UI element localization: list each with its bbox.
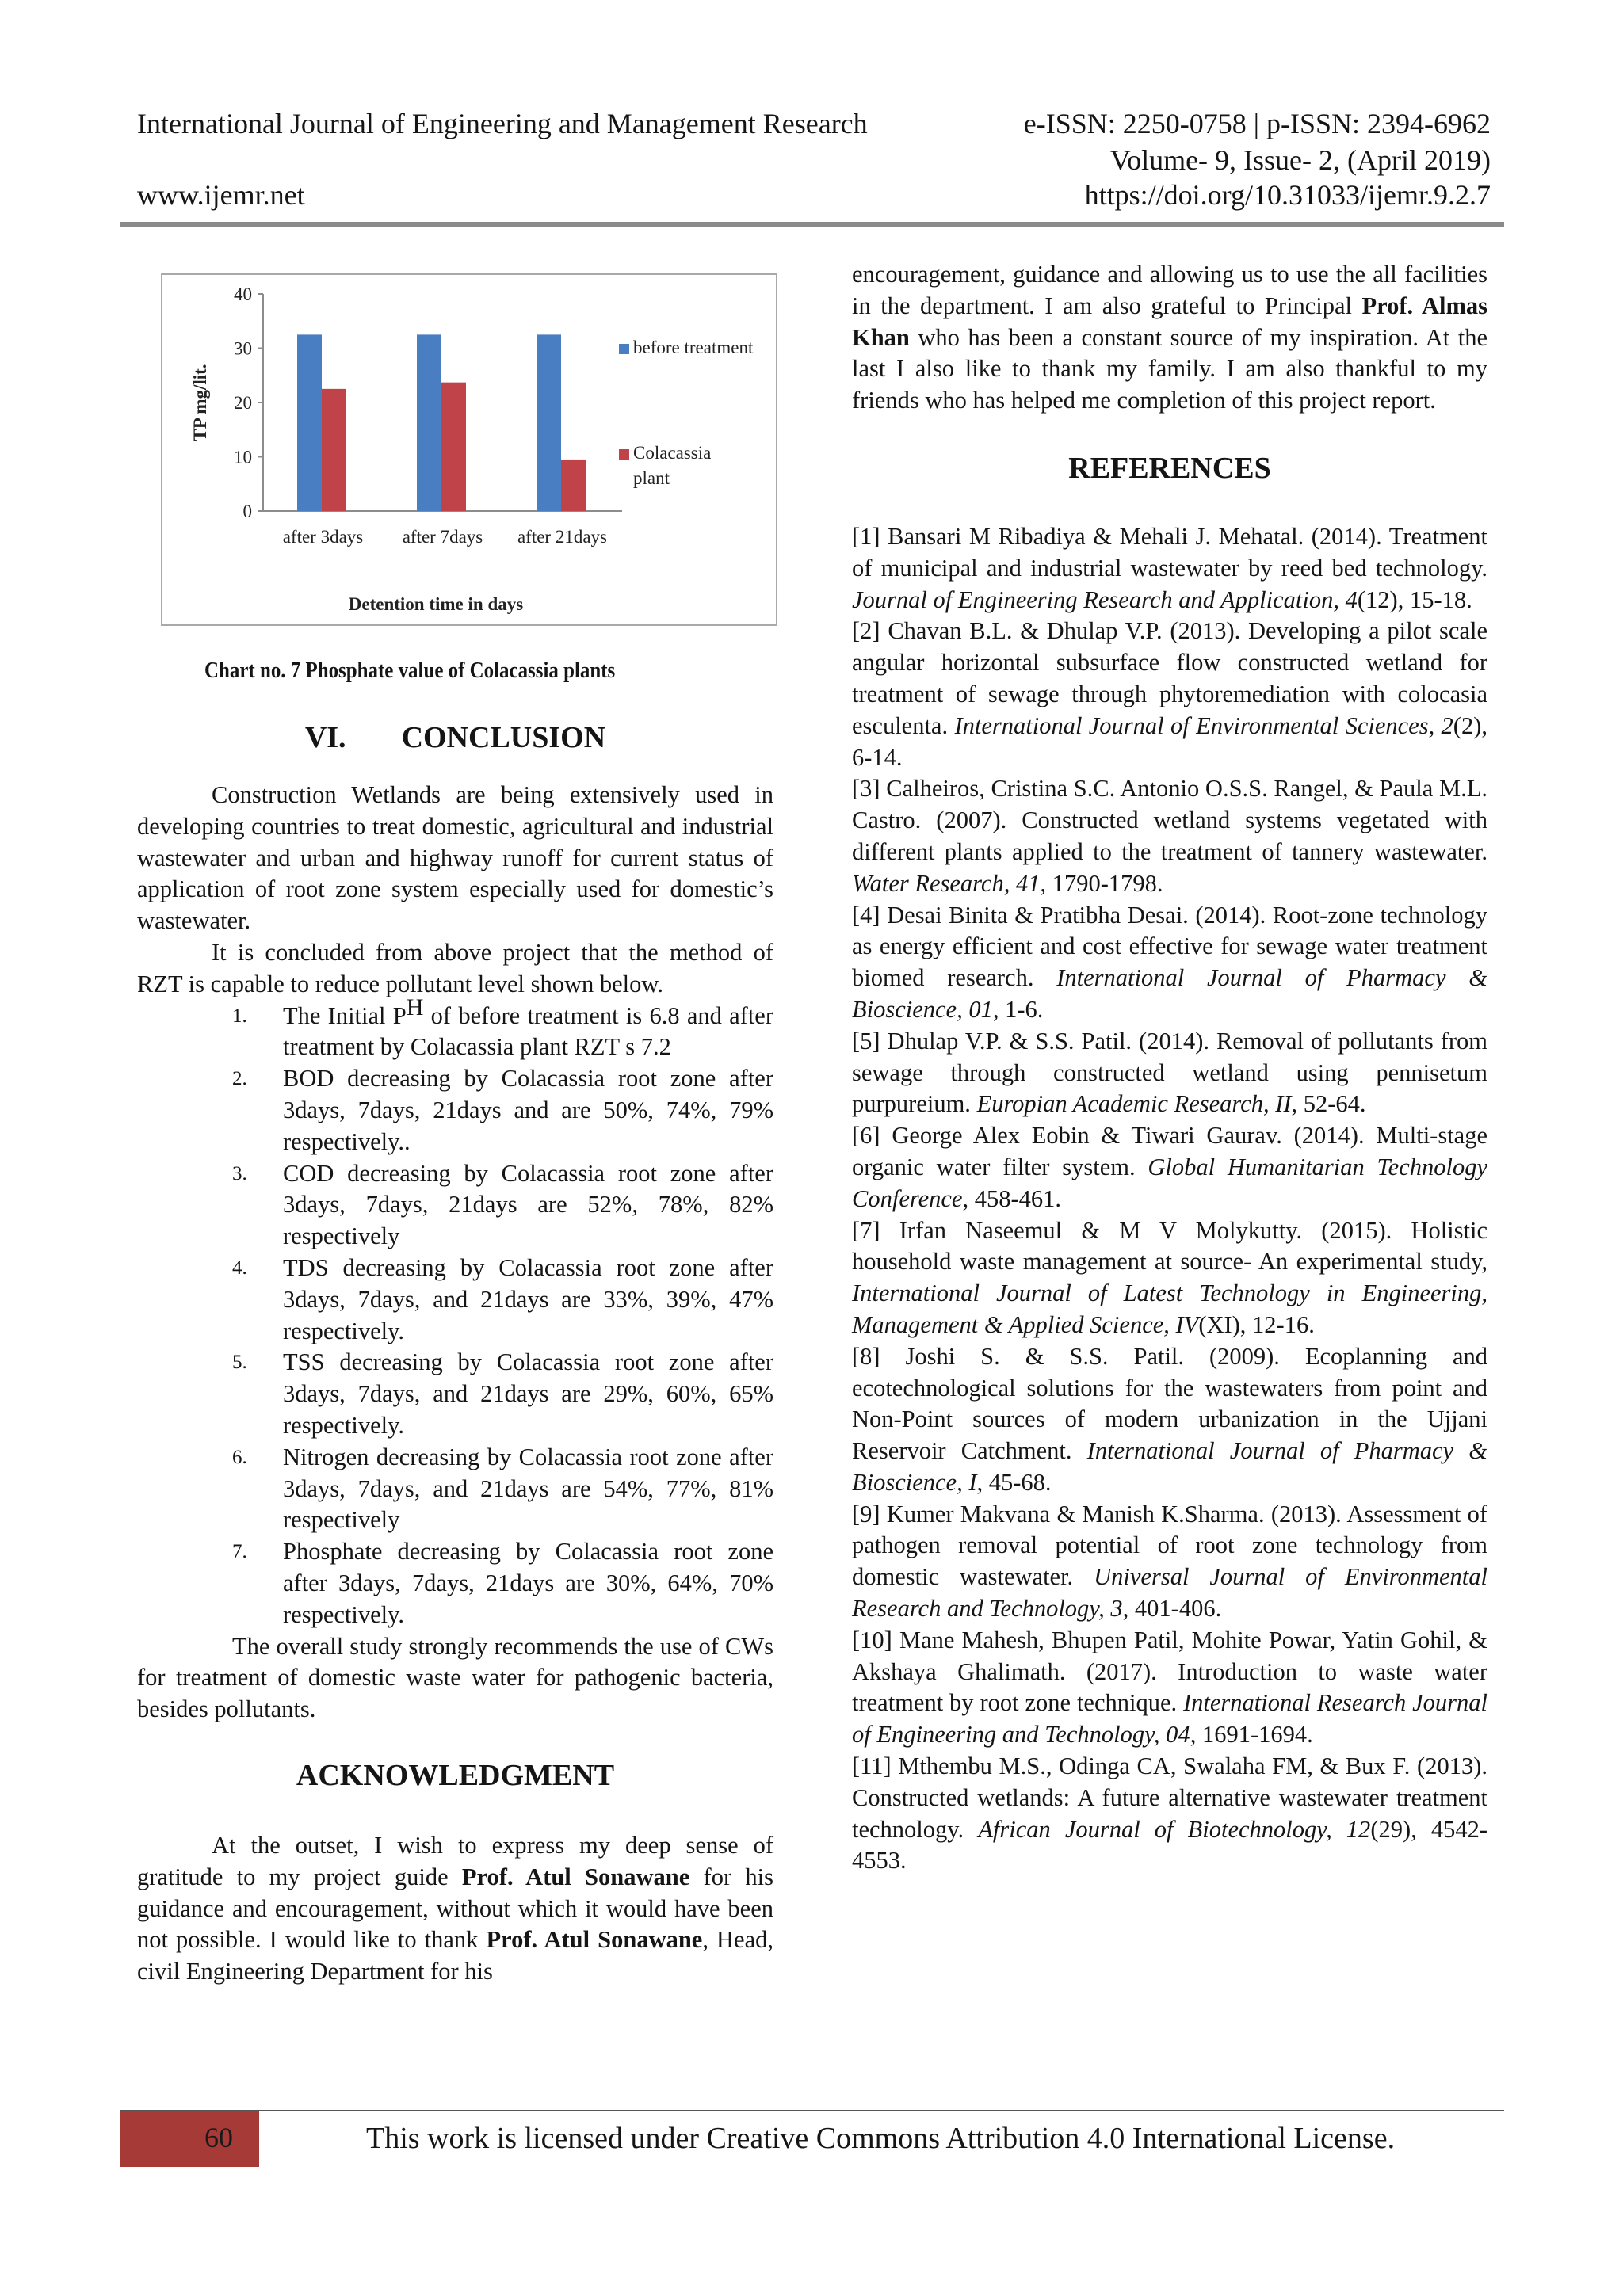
- reference-text: [10] Mane Mahesh, Bhupen Patil, Mohite Powar, Yatin Gohil, & Akshaya Ghalimath. (2017). Introduction to waste water treatment by root zone technique.: [852, 1626, 1487, 1717]
- reference-source: Water Research, 41: [852, 869, 1041, 897]
- list-item: [137, 1158, 773, 1253]
- left-column: [137, 719, 773, 1988]
- y-tick-label: 40: [234, 284, 252, 304]
- y-tick-label: 0: [242, 502, 252, 521]
- right-column: [852, 259, 1487, 1877]
- reference-source: International Journal of Latest Technology in Engineering, Management & Applied Science, IV: [852, 1280, 1487, 1338]
- list-item-text: TDS decreasing by Colacassia root zone after 3days, 7days, and 21days are 33%, 39%, 47% respectively.: [283, 1253, 773, 1344]
- y-tick-label: 20: [234, 393, 252, 413]
- list-item: [137, 1253, 773, 1347]
- reference-item: [852, 616, 1487, 773]
- list-item-text: The Initial P: [283, 1001, 407, 1029]
- legend-swatch-colacassia-plant: [619, 449, 629, 460]
- principal-name: Prof. Almas Khan: [852, 292, 1487, 351]
- reference-text: [4] Desai Binita & Pratibha Desai. (2014). Root-zone technology as energy efficient and cost effective for sewage water treatment biomed research.: [852, 901, 1487, 992]
- journal-title: International Journal of Engineering and Management Research: [137, 108, 868, 139]
- list-item-text: TSS decreasing by Colacassia root zone after 3days, 7days, and 21days are 29%, 60%, 65% respectively.: [283, 1348, 773, 1439]
- ph-superscript: H: [406, 994, 424, 1020]
- bar-colacassia-plant: [441, 383, 466, 511]
- reference-text: [5] Dhulap V.P. & S.S. Patil. (2014). Removal of pollutants from sewage through constructed wetland using pennisetum purpureium.: [852, 1027, 1487, 1118]
- reference-source: Journal of Engineering Research and Application, 4: [852, 585, 1358, 613]
- reference-item: [852, 1120, 1487, 1215]
- reference-pages: , 1790-1798.: [1040, 869, 1163, 897]
- reference-item: [852, 521, 1487, 616]
- conclusion-list: [137, 994, 773, 1631]
- conclusion-paragraph-2: It is concluded from above project that the method of RZT is capable to reduce pollutant level shown below.: [137, 938, 773, 997]
- header-rule: [120, 222, 1504, 227]
- ack-text: , Head, civil Engineering Department for his: [137, 1926, 773, 1985]
- doi-link[interactable]: https://doi.org/10.31033/ijemr.9.2.7: [1084, 179, 1491, 211]
- reference-item: [852, 1215, 1487, 1341]
- reference-pages: (XI), 12-16.: [1198, 1310, 1315, 1338]
- acknowledgment-heading: ACKNOWLEDGMENT: [296, 1758, 615, 1792]
- chart-frame: [161, 273, 777, 626]
- list-number: 2.: [232, 1068, 247, 1090]
- chart-caption: Chart no. 7 Phosphate value of Colacassia plants: [204, 658, 616, 683]
- reference-item: [852, 773, 1487, 899]
- list-number: 6.: [232, 1446, 247, 1468]
- reference-item: [852, 1499, 1487, 1625]
- x-tick-label: after 7days: [402, 527, 483, 547]
- conclusion-number: VI.: [304, 721, 346, 754]
- website-link[interactable]: www.ijemr.net: [137, 179, 305, 211]
- reference-text: [11] Mthembu M.S., Odinga CA, Swalaha FM, & Bux F. (2013). Constructed wetlands: A future alternative wastewater treatment technology.: [852, 1753, 1487, 1843]
- reference-list: [852, 521, 1487, 1877]
- x-tick-label: after 3days: [282, 527, 364, 547]
- bar-before-treatment: [297, 334, 322, 511]
- reference-source: Global Humanitarian Technology Conference: [852, 1153, 1487, 1212]
- list-item: [137, 1536, 773, 1630]
- list-number: 5.: [232, 1352, 247, 1374]
- acknowledgment-paragraph-2: [852, 259, 1487, 417]
- reference-pages: , 458-461.: [962, 1184, 1062, 1212]
- y-axis-title: TP mg/lit.: [190, 364, 210, 441]
- reference-source: International Journal of Pharmacy & Bioscience, 01: [852, 964, 1487, 1023]
- list-item: [137, 1347, 773, 1441]
- legend-label-colacassia-plant: Colacassia: [633, 443, 712, 463]
- acknowledgment-paragraph-1: [137, 1830, 773, 1988]
- bar-before-treatment: [417, 334, 441, 511]
- issn: e-ISSN: 2250-0758 | p-ISSN: 2394-6962: [1023, 108, 1491, 139]
- references-heading: REFERENCES: [1068, 451, 1271, 485]
- reference-source: Universal Journal of Environmental Research and Technology, 3: [852, 1563, 1487, 1623]
- page-number: 60: [204, 2122, 233, 2153]
- reference-item: [852, 1625, 1487, 1751]
- reference-text: [1] Bansari M Ribadiya & Mehali J. Mehatal. (2014). Treatment of municipal and industrial wastewater by reed bed technology.: [852, 522, 1487, 582]
- reference-pages: (29), 4542-4553.: [852, 1815, 1487, 1875]
- footer-rule: [120, 2110, 1504, 2111]
- reference-pages: , 401-406.: [1122, 1595, 1222, 1623]
- list-item-text: of before treatment is 6.8 and after treatment by Colacassia plant RZT s 7.2: [283, 1001, 773, 1061]
- phosphate-bar-chart: [162, 275, 776, 624]
- ack-text: who has been a constant source of my inspiration. At the last I also like to thank my family. I am also thankful to my friends who has helped me completion of this project report.: [852, 323, 1487, 414]
- list-number: 1.: [232, 1005, 247, 1027]
- y-tick-label: 30: [234, 338, 252, 359]
- list-item: [137, 1063, 773, 1158]
- x-axis-title: Detention time in days: [348, 594, 524, 614]
- ack-text: for his guidance and encouragement, without which it would have been not possible. I would like to thank: [137, 1863, 773, 1954]
- x-tick-label: after 21days: [517, 527, 608, 547]
- bar-colacassia-plant: [561, 460, 586, 511]
- conclusion-paragraph-3: The overall study strongly recommends the use of CWs for treatment of domestic waste water for pathogenic bacteria, besides pollutants.: [137, 1632, 773, 1723]
- list-item-text: Nitrogen decreasing by Colacassia root zone after 3days, 7days, and 21days are 54%, 77%, 81% respectively: [283, 1443, 773, 1534]
- ack-text: At the outset, I wish to express my deep sense of gratitude to my project guide: [137, 1831, 773, 1890]
- legend-label-before-treatment: before treatment: [633, 338, 754, 357]
- reference-source: Europian Academic Research, II: [976, 1090, 1292, 1118]
- reference-text: [8] Joshi S. & S.S. Patil. (2009). Ecoplanning and ecotechnological solutions for the wastewaters from point and Non-Point sources of modern urbanization in the Ujjani Reservoir Catchment.: [852, 1342, 1487, 1465]
- reference-source: International Journal of Environmental Sciences, 2: [954, 711, 1453, 739]
- reference-item: [852, 1026, 1487, 1120]
- reference-text: [2] Chavan B.L. & Dhulap V.P. (2013). Developing a pilot scale angular horizontal subsurface flow constructed wetland for treatment of sewage through phytoremediation with colocasia esculenta.: [852, 617, 1487, 739]
- list-number: 7.: [232, 1541, 247, 1563]
- ack-text: encouragement, guidance and allowing us to use the all facilities in the department. I am also grateful to Principal: [852, 261, 1487, 319]
- reference-source: International Research Journal of Engineering and Technology, 04: [852, 1689, 1487, 1749]
- reference-pages: , 52-64.: [1291, 1090, 1366, 1118]
- reference-item: [852, 900, 1487, 1026]
- conclusion-heading: [137, 719, 773, 756]
- legend-label-colacassia-plant: plant: [633, 468, 670, 488]
- list-item-text: Phosphate decreasing by Colacassia root zone after 3days, 7days, 21days are 30%, 64%, 70% respectively.: [283, 1538, 773, 1628]
- conclusion-paragraph-1: Construction Wetlands are being extensively used in developing countries to treat domestic, agricultural and industrial wastewater and urban and highway runoff for current status of application of root zone system especially used for domestic’s wastewater.: [137, 781, 773, 935]
- reference-source: International Journal of Pharmacy & Bioscience, I: [852, 1437, 1487, 1496]
- guide-name: Prof. Atul Sonawane: [461, 1863, 690, 1890]
- reference-text: [6] George Alex Eobin & Tiwari Gaurav. (2014). Multi-stage organic water filter system.: [852, 1122, 1487, 1180]
- license-statement: This work is licensed under Creative Commons Attribution 4.0 International License.: [366, 2122, 1396, 2155]
- legend-swatch-before-treatment: [619, 344, 629, 354]
- reference-item: [852, 1751, 1487, 1877]
- conclusion-title: CONCLUSION: [401, 721, 606, 754]
- reference-pages: , 45-68.: [976, 1468, 1052, 1496]
- y-tick-label: 10: [234, 447, 252, 467]
- list-item-text: COD decreasing by Colacassia root zone after 3days, 7days, 21days are 52%, 78%, 82% respectively: [283, 1159, 773, 1250]
- reference-pages: , 1691-1694.: [1190, 1721, 1313, 1749]
- list-item: [137, 1442, 773, 1536]
- list-number: 4.: [232, 1257, 247, 1279]
- reference-pages: (12), 15-18.: [1357, 585, 1472, 613]
- reference-item: [852, 1341, 1487, 1499]
- page-number-box: [120, 2111, 259, 2167]
- reference-text: [3] Calheiros, Cristina S.C. Antonio O.S.S. Rangel, & Paula M.L. Castro. (2007). Constructed wetland systems vegetated with different plants applied to the treatment of tannery wastewater.: [852, 775, 1487, 865]
- reference-pages: (2), 6-14.: [852, 711, 1487, 771]
- list-item-text: BOD decreasing by Colacassia root zone after 3days, 7days, 21days and are 50%, 74%, 79% respectively..: [283, 1065, 773, 1155]
- reference-text: [7] Irfan Naseemul & M V Molykutty. (2015). Holistic household waste management at source- An experimental study,: [852, 1216, 1487, 1276]
- reference-pages: , 1-6.: [992, 995, 1044, 1023]
- reference-source: African Journal of Biotechnology, 12: [978, 1815, 1371, 1843]
- bar-before-treatment: [537, 334, 561, 511]
- volume-issue: Volume- 9, Issue- 2, (April 2019): [1109, 144, 1491, 176]
- list-number: 3.: [232, 1162, 247, 1184]
- reference-text: [9] Kumer Makvana & Manish K.Sharma. (2013). Assessment of pathogen removal potential of root zone technology from domestic wastewater.: [852, 1500, 1487, 1591]
- list-item: [137, 994, 773, 1064]
- bar-colacassia-plant: [322, 389, 346, 511]
- head-name: Prof. Atul Sonawane: [486, 1926, 703, 1954]
